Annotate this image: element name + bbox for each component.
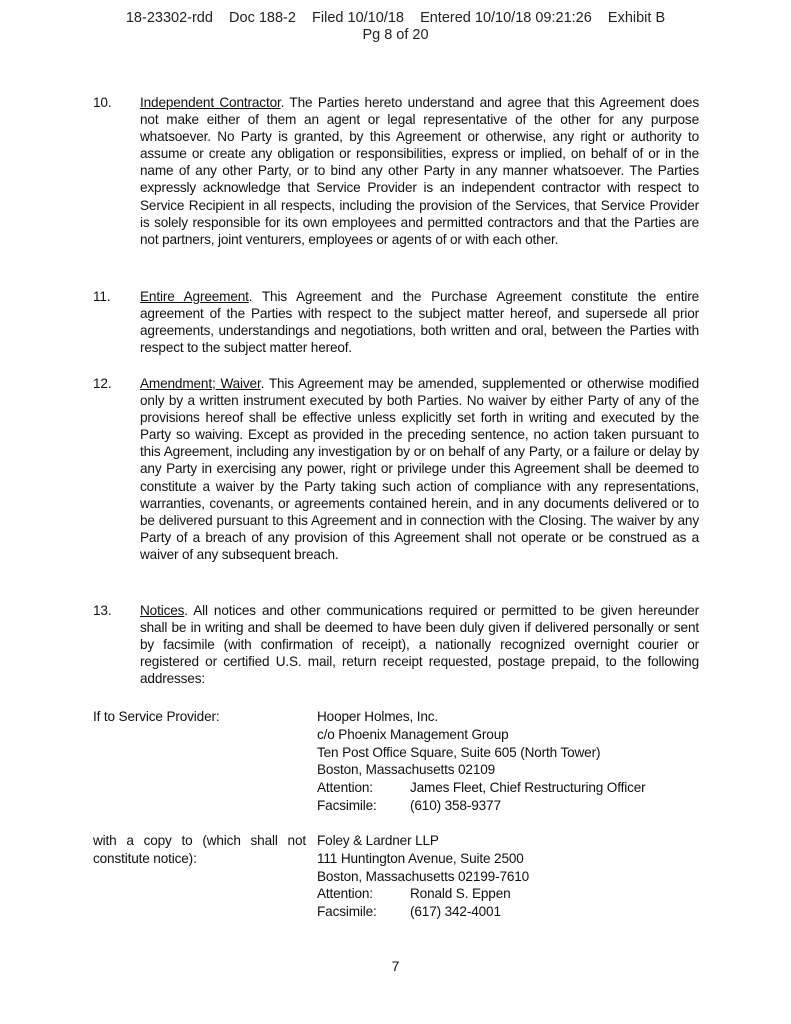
address-line: Boston, Massachusetts 02109 (317, 762, 496, 778)
page-of-total: Pg 8 of 20 (362, 27, 429, 43)
address-block (317, 832, 717, 921)
facsimile-label: Facsimile: (317, 797, 377, 813)
attention-label: Attention: (317, 886, 373, 902)
section-independent-contractor (93, 94, 699, 248)
filing-stamp-line: 18-23302-rdd Doc 188-2 Filed 10/10/18 Entered 10/10/18 09:21:26 Exhibit B (125, 10, 666, 26)
address-line: Boston, Massachusetts 02199-7610 (317, 868, 530, 884)
facsimile-value: (617) 342-4001 (410, 904, 501, 920)
section-heading: Amendment; Waiver (140, 376, 261, 391)
section-number: 13. (93, 603, 112, 618)
address-block (317, 708, 717, 815)
section-body (140, 94, 699, 248)
attention-value: James Fleet, Chief Restructuring Officer (410, 780, 646, 796)
facsimile-label: Facsimile: (317, 904, 377, 920)
section-amendment-waiver (93, 375, 699, 563)
facsimile-value: (610) 358-9377 (410, 797, 501, 813)
address-line: Ten Post Office Square, Suite 605 (North Tower) (317, 744, 601, 760)
facsimile-row (317, 797, 717, 815)
page-number: 7 (391, 958, 400, 974)
attention-row (317, 779, 717, 797)
section-number: 10. (93, 95, 112, 110)
section-heading: Independent Contractor (140, 95, 281, 110)
attention-value: Ronald S. Eppen (410, 886, 511, 902)
section-text: . The Parties hereto understand and agree that this Agreement does not make either of them an agent or legal representative of the other for any purpose whatsoever. No Party is granted, by this Agreement or otherwise, any right or authority to assume or create any obligation or responsibilities, express or implied, on behalf of or in the name of any other Party, or to bind any other Party in any manner whatsoever. The Parties expressly acknowledge that Service Provider is an independent contractor with respect to Service Recipient in all respects, including the provision of the Services, that Service Provider is solely responsible for its own employees and permitted contractors and that the Parties are not partners, joint venturers, employees or agents of or with each other. (140, 95, 699, 247)
section-heading: Entire Agreement (140, 289, 249, 304)
section-body (140, 375, 699, 563)
address-line: 111 Huntington Avenue, Suite 2500 (317, 850, 524, 866)
section-text: . All notices and other communications required or permitted to be given hereunder shall be in writing and shall be deemed to have been duly given if delivered personally or sent by facsimile (with confirmation of receipt), a nationally recognized overnight courier or registered or certified U.S. mail, return receipt requested, postage prepaid, to the following addresses: (140, 603, 699, 687)
section-text: . This Agreement may be amended, supplemented or otherwise modified only by a written instrument executed by both Parties. No waiver by either Party of any of the provisions hereof shall be effective unless explicitly set forth in writing and executed by the Party so waiving. Except as provided in the preceding sentence, no action taken pursuant to this Agreement, including any investigation by or on behalf of any Party, or a failure or delay by any Party in exercising any power, right or privilege under this Agreement shall be deemed to constitute a waiver by the Party taking such action of compliance with any representations, warranties, covenants, or agreements contained herein, and in any documents delivered or to be delivered pursuant to this Agreement and in connection with the Closing. The waiver by any Party of a breach of any provision of this Agreement shall not operate or be construed as a waiver of any subsequent breach. (140, 376, 699, 562)
address-label: with a copy to (which shall not constitute notice): (93, 833, 306, 866)
section-number: 12. (93, 376, 112, 391)
section-body (140, 602, 699, 687)
attention-row (317, 885, 717, 903)
section-entire-agreement (93, 288, 699, 356)
section-body (140, 288, 699, 356)
facsimile-row (317, 903, 717, 921)
section-text: . This Agreement and the Purchase Agreement constitute the entire agreement of the Parties with respect to the subject matter hereof, and supersede all prior agreements, understandings and negotiations, both written and oral, between the Parties with respect to the subject matter hereof. (140, 289, 699, 356)
address-line: c/o Phoenix Management Group (317, 726, 509, 742)
address-label: If to Service Provider: (93, 709, 220, 724)
section-number: 11. (93, 289, 111, 304)
attention-label: Attention: (317, 780, 373, 796)
section-notices (93, 602, 699, 687)
address-line: Hooper Holmes, Inc. (317, 709, 439, 724)
section-heading: Notices (140, 603, 185, 618)
address-line: Foley & Lardner LLP (317, 833, 439, 848)
